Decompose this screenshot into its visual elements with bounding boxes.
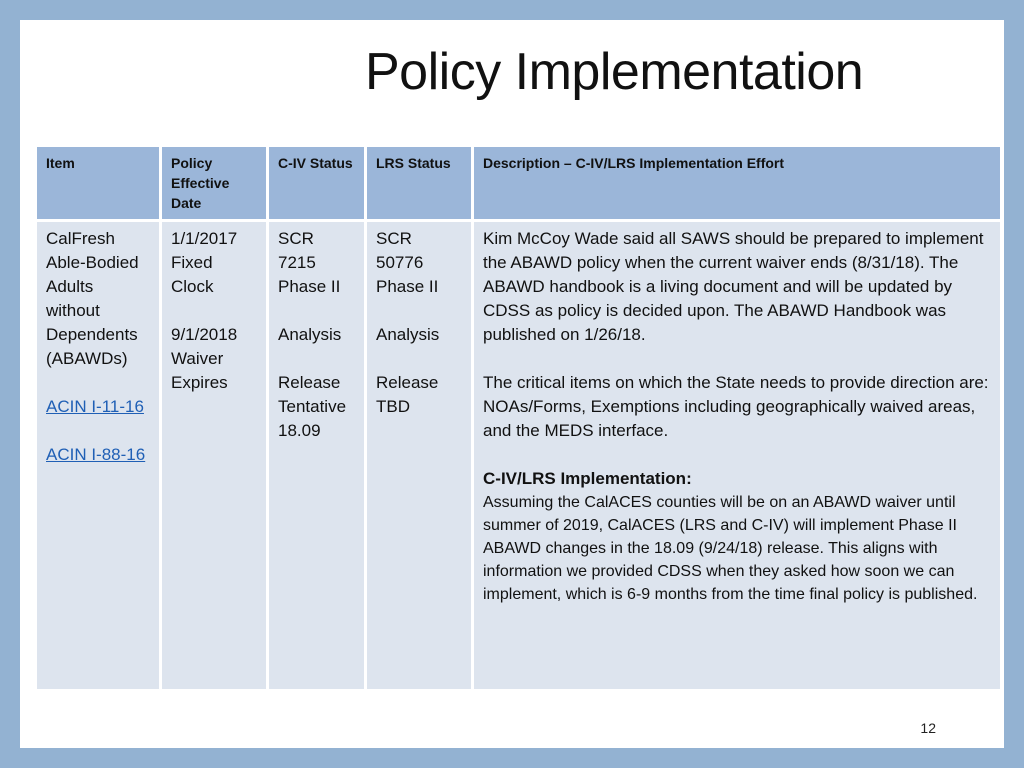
policy-date-line: Waiver bbox=[171, 349, 224, 368]
civ-status-line: SCR 7215 bbox=[278, 229, 316, 272]
item-line: Adults bbox=[46, 277, 94, 296]
civ-status-cell bbox=[268, 221, 366, 691]
slide bbox=[20, 20, 1004, 748]
lrs-status-line bbox=[376, 299, 463, 323]
slide-title: Policy Implementation bbox=[365, 43, 864, 101]
acin-link-88-16[interactable]: ACIN I-88-16 bbox=[46, 445, 146, 464]
lrs-status-line bbox=[376, 347, 463, 371]
policy-date-line: Expires bbox=[171, 373, 228, 392]
civ-status-line: Analysis bbox=[278, 325, 342, 344]
lrs-status-line: SCR 50776 bbox=[376, 229, 424, 272]
table-row bbox=[36, 221, 1002, 691]
policy-date-line bbox=[171, 299, 258, 323]
policy-date-line: 9/1/2018 bbox=[171, 325, 238, 344]
description-paragraph-2: The critical items on which the State needs to provide direction are: NOAs/Forms, Exemptions including geographically waived areas, and the MEDS interface. bbox=[483, 373, 989, 440]
lrs-status-line: Phase II bbox=[376, 277, 439, 296]
header-policy-date: Policy Effective Date bbox=[161, 146, 268, 221]
header-description: Description – C-IV/LRS Implementation Effort bbox=[473, 146, 1002, 221]
policy-date-line: Fixed bbox=[171, 253, 213, 272]
header-civ-status: C-IV Status bbox=[268, 146, 366, 221]
civ-status-line: 18.09 bbox=[278, 421, 321, 440]
header-item: Item bbox=[36, 146, 161, 221]
civ-status-line: Tentative bbox=[278, 397, 347, 416]
lrs-status-cell bbox=[366, 221, 473, 691]
policy-table bbox=[34, 144, 1003, 692]
implementation-body: Assuming the CalACES counties will be on an ABAWD waiver until summer of 2019, CalACES (LRS and C-IV) will implement Phase II ABAWD changes in the 18.09 (9/24/18) release. This aligns with information we provided CDSS when they asked how soon we can implement, which is 6-9 months from the time final policy is published. bbox=[483, 494, 978, 603]
civ-status-line bbox=[278, 299, 356, 323]
table-header-row bbox=[36, 146, 1002, 221]
lrs-status-line: Analysis bbox=[376, 325, 440, 344]
civ-status-line: Phase II bbox=[278, 277, 341, 296]
item-line: Able-Bodied bbox=[46, 253, 139, 272]
item-line: Dependents bbox=[46, 325, 138, 344]
policy-date-line: Clock bbox=[171, 277, 214, 296]
policy-date-line: 1/1/2017 bbox=[171, 229, 238, 248]
item-cell bbox=[36, 221, 161, 691]
item-line: (ABAWDs) bbox=[46, 349, 128, 368]
description-paragraph-1: Kim McCoy Wade said all SAWS should be prepared to implement the ABAWD policy when the current waiver ends (8/31/18). The ABAWD handbook is a living document and will be updated by CDSS as policy is decided upon. The ABAWD Handbook was published on 1/26/18. bbox=[483, 229, 984, 344]
implementation-heading: C-IV/LRS Implementation: bbox=[483, 469, 692, 488]
civ-status-line: Release bbox=[278, 373, 341, 392]
item-line: CalFresh bbox=[46, 229, 115, 248]
civ-status-line bbox=[278, 347, 356, 371]
acin-link-11-16[interactable]: ACIN I-11-16 bbox=[46, 397, 144, 416]
header-lrs-status: LRS Status bbox=[366, 146, 473, 221]
description-cell bbox=[473, 221, 1002, 691]
policy-date-cell bbox=[161, 221, 268, 691]
page-number: 12 bbox=[920, 720, 936, 736]
lrs-status-line: TBD bbox=[376, 397, 410, 416]
lrs-status-line: Release bbox=[376, 373, 439, 392]
item-line: without bbox=[46, 301, 100, 320]
